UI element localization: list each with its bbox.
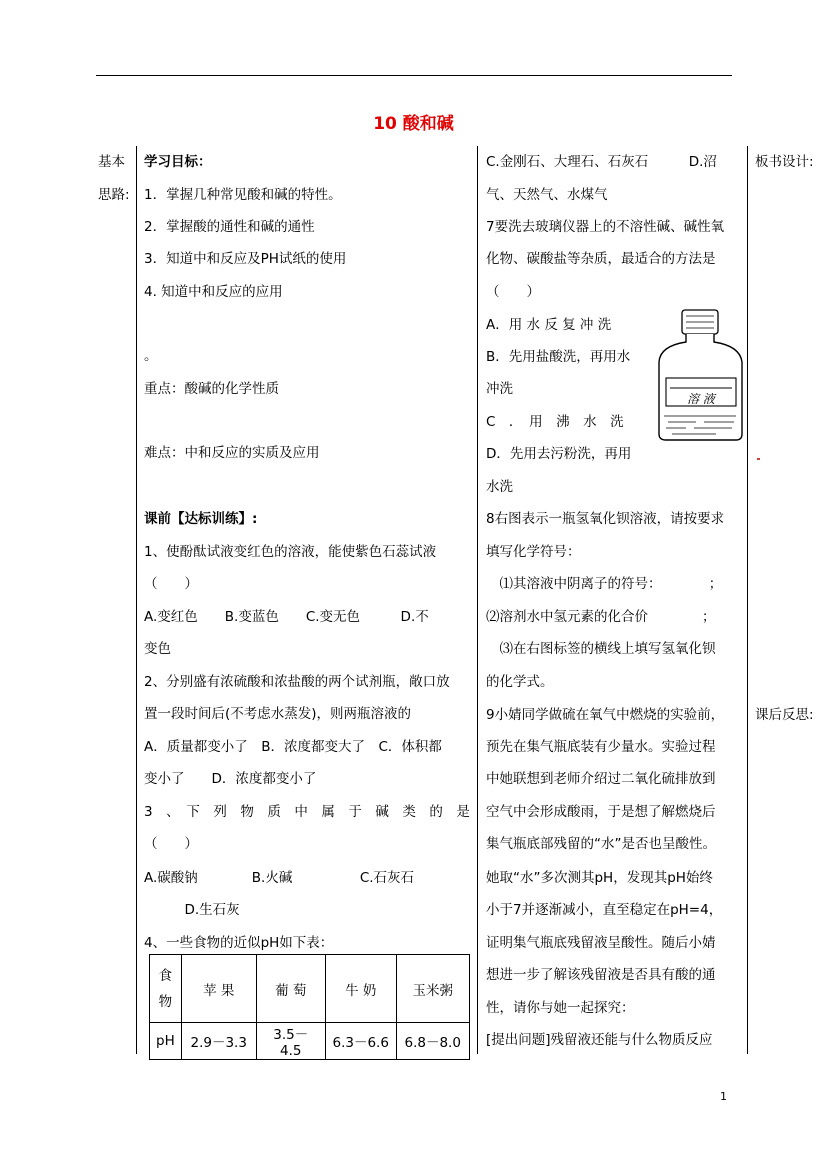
left-line: 3．知道中和反应及PH试纸的使用 <box>144 251 347 267</box>
page-number: 1 <box>720 1090 727 1103</box>
column-divider-left <box>136 146 137 1054</box>
table-cell: 2.9－3.3 <box>181 1023 256 1060</box>
table-cell: 6.8－8.0 <box>396 1023 469 1060</box>
left-line: A．质量都变小了 B．浓度都变大了 C．体积都 <box>144 739 442 755</box>
mid-line: 8右图表示一瓶氢氧化钡溶液，请按要求 <box>486 511 725 527</box>
left-line: D.生石灰 <box>144 902 240 918</box>
mid-line: 她取“水”多次测其pH，发现其pH始终 <box>486 870 713 886</box>
mid-line: A．用 水 反 复 冲 洗 <box>486 317 612 333</box>
right-label-board-design: 板书设计: <box>755 154 814 170</box>
mid-line: 气、天然气、水煤气 <box>486 187 608 203</box>
left-line: 1．掌握几种常见酸和碱的特性。 <box>144 187 342 203</box>
table-cell: pH <box>150 1023 182 1060</box>
left-line: 2、分别盛有浓硫酸和浓盐酸的两个试剂瓶，敞口放 <box>144 674 450 690</box>
left-line: 变色 <box>144 641 171 657</box>
header-rule <box>96 75 732 76</box>
mid-line: （ ） <box>486 284 540 300</box>
column-divider-right <box>747 146 748 1054</box>
mid-line: C.金刚石、大理石、石灰石 D.沼 <box>486 154 717 170</box>
left-line: 。 <box>144 348 158 364</box>
mid-line: 化物、碳酸盐等杂质，最适合的方法是 <box>486 251 716 267</box>
left-line: 重点：酸碱的化学性质 <box>144 381 279 397</box>
page-title: 10 酸和碱 <box>373 114 454 134</box>
mid-line: 集气瓶底部残留的“水”是否也呈酸性。 <box>486 836 716 852</box>
left-line: 课前【达标训练】: <box>144 511 258 527</box>
mid-line: 7要洗去玻璃仪器上的不溶性碱、碱性氧 <box>486 219 725 235</box>
table-cell: 苹 果 <box>181 955 256 1023</box>
mid-line: ⑵溶剂水中氢元素的化合价 ； <box>486 609 716 625</box>
left-line: 难点：中和反应的实质及应用 <box>144 445 320 461</box>
mid-line: 预先在集气瓶底装有少量水。实验过程 <box>486 739 716 755</box>
left-line: 置一段时间后(不考虑水蒸发)，则两瓶溶液的 <box>144 706 412 722</box>
mid-line: ⑶在右图标签的横线上填写氢氧化钡 <box>486 641 716 657</box>
mid-line: 9小婧同学做硫在氧气中燃烧的实验前， <box>486 707 725 723</box>
table-cell: 玉米粥 <box>396 955 469 1023</box>
mid-line: 空气中会形成酸雨，于是想了解燃烧后 <box>486 804 716 820</box>
left-line: 4. 知道中和反应的应用 <box>144 284 283 300</box>
mid-line: 证明集气瓶底残留液呈酸性。随后小婧 <box>486 935 716 951</box>
left-line: A.碳酸钠 B.火碱 C.石灰石 <box>144 870 415 886</box>
stray-mark <box>757 458 760 460</box>
mid-line: 水洗 <box>486 479 513 495</box>
reagent-bottle-illustration <box>656 308 744 443</box>
table-cell: 6.3－6.6 <box>325 1023 396 1060</box>
left-line: A.变红色 B.变蓝色 C.变无色 D.不 <box>144 609 429 625</box>
bottle-label-text: 溶 液 <box>687 392 715 406</box>
side-label-basic: 基本 <box>98 154 125 170</box>
mid-line: 中她联想到老师介绍过二氧化硫排放到 <box>486 771 716 787</box>
table-cell: 3.5－4.5 <box>256 1023 325 1060</box>
left-line: 1、使酚酞试液变红色的溶液，能使紫色石蕊试液 <box>144 544 437 560</box>
table-row <box>150 1023 470 1060</box>
mid-line: 想进一步了解该残留液是否具有酸的通 <box>486 967 716 983</box>
table-cell: 葡 萄 <box>256 955 325 1023</box>
mid-line: 填写化学符号： <box>486 544 581 560</box>
mid-line: 性，请你与她一起探究： <box>486 1000 635 1016</box>
left-line: 4、一些食物的近似pH如下表： <box>144 935 334 951</box>
mid-line: B．先用盐酸洗，再用水 <box>486 349 631 365</box>
ph-table <box>149 954 470 1060</box>
table-cell: 牛 奶 <box>325 955 396 1023</box>
side-label-approach: 思路: <box>98 187 130 203</box>
mid-line: D．先用去污粉洗，再用 <box>486 446 632 462</box>
left-line: 2．掌握酸的通性和碱的通性 <box>144 219 315 235</box>
right-label-reflection: 课后反思: <box>755 707 814 723</box>
column-divider-middle <box>477 146 478 1054</box>
mid-line: 的化学式。 <box>486 674 554 690</box>
mid-line: 小于7并逐渐减小，直至稳定在pH=4， <box>486 902 723 918</box>
table-row <box>150 955 470 1023</box>
left-line: （ ） <box>144 576 198 592</box>
left-line: （ ） <box>144 836 198 852</box>
left-line: 学习目标： <box>144 154 212 170</box>
left-line: 变小了 D．浓度都变小了 <box>144 771 317 787</box>
mid-line: 冲洗 <box>486 381 513 397</box>
mid-line: ⑴其溶液中阴离子的符号： ； <box>486 576 723 592</box>
mid-line: C ． 用 沸 水 洗 <box>486 414 624 430</box>
mid-line: [提出问题]残留液还能与什么物质反应 <box>486 1032 713 1048</box>
table-cell: 食物 <box>150 955 182 1023</box>
left-line: 3 、 下 列 物 质 中 属 于 碱 类 的 是 <box>144 804 470 820</box>
